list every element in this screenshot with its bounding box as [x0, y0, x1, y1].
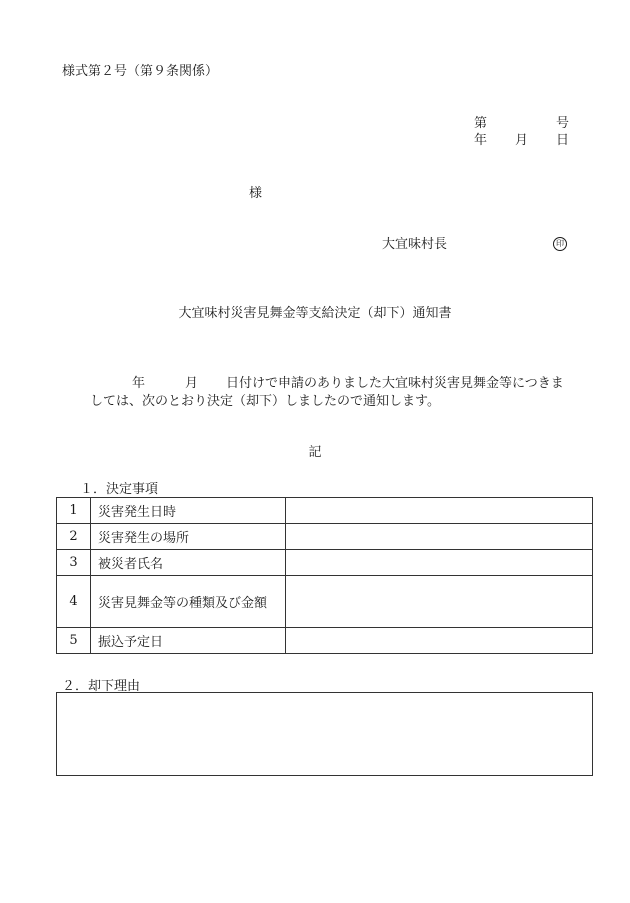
seal-mark: 印 — [553, 237, 567, 251]
row-label: 災害見舞金等の種類及び金額 — [91, 576, 286, 628]
row-value — [286, 524, 593, 550]
date-year-label: 年 — [474, 133, 488, 148]
row-label: 振込予定日 — [91, 628, 286, 654]
row-label: 災害発生の場所 — [91, 524, 286, 550]
date-month-label: 月 — [515, 133, 529, 148]
rejection-reason-box — [56, 692, 593, 776]
section-2-heading: ２．却下理由 — [62, 679, 141, 694]
form-number: 様式第２号（第９条関係） — [62, 64, 219, 79]
row-number: 4 — [57, 576, 91, 628]
row-value — [286, 576, 593, 628]
row-value — [286, 628, 593, 654]
row-number: 3 — [57, 550, 91, 576]
ki-heading: 記 — [308, 445, 322, 460]
document-title: 大宜味村災害見舞金等支給決定（却下）通知書 — [178, 306, 452, 321]
row-number: 1 — [57, 498, 91, 524]
body-line-2: しては、次のとおり決定（却下）しましたので通知します。 — [90, 394, 440, 409]
doc-number-prefix: 第 — [474, 116, 488, 131]
row-label: 災害発生日時 — [91, 498, 286, 524]
table-row — [57, 524, 593, 550]
table-row — [57, 628, 593, 654]
body-month: 月 — [185, 376, 199, 391]
table-row — [57, 550, 593, 576]
sender-name: 大宜味村長 — [382, 237, 448, 252]
date-day-label: 日 — [556, 133, 570, 148]
row-label: 被災者氏名 — [91, 550, 286, 576]
doc-number-suffix: 号 — [556, 116, 570, 131]
row-value — [286, 498, 593, 524]
body-line-1-text: 日付けで申請のありました大宜味村災害見舞金等につきま — [226, 376, 564, 391]
body-year: 年 — [132, 376, 146, 391]
section-1-heading: １．決定事項 — [80, 482, 159, 497]
addressee-honorific: 様 — [249, 186, 263, 201]
decision-table — [56, 497, 593, 654]
row-number: 2 — [57, 524, 91, 550]
row-value — [286, 550, 593, 576]
table-row — [57, 576, 593, 628]
table-row — [57, 498, 593, 524]
row-number: 5 — [57, 628, 91, 654]
body-line-1 — [90, 375, 590, 393]
